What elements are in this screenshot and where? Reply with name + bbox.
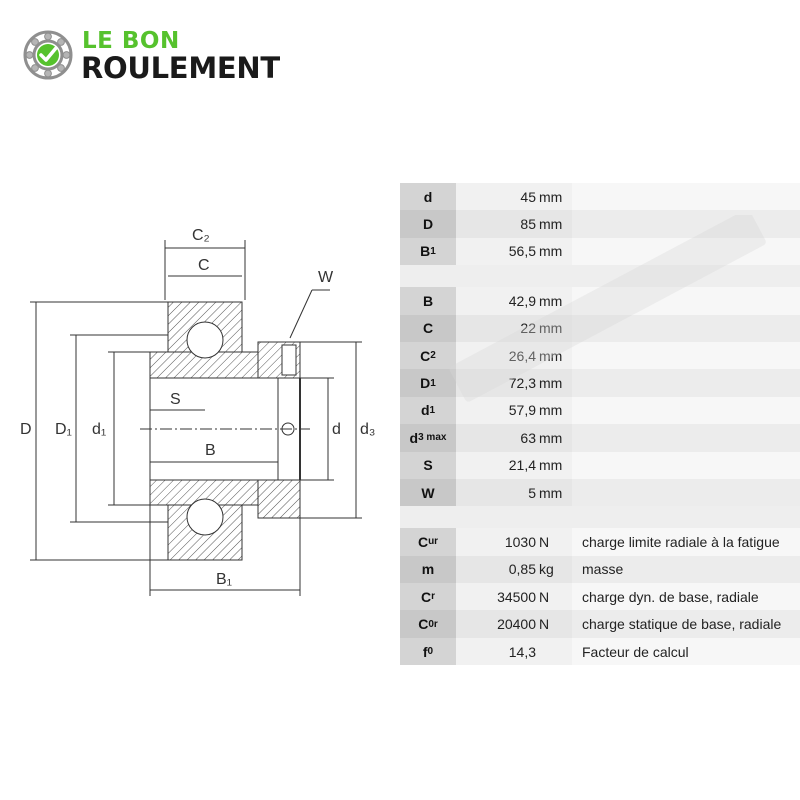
spec-description: charge dyn. de base, radiale — [572, 583, 800, 610]
dim-label-D: D — [20, 421, 32, 438]
spec-unit: mm — [539, 429, 563, 446]
spec-row — [400, 424, 800, 451]
spec-row — [400, 238, 800, 265]
spec-value: 45 — [520, 188, 536, 205]
spec-table — [400, 183, 800, 665]
spec-row — [400, 315, 800, 342]
dim-label-D1: D₁ — [55, 421, 72, 438]
spec-description: Facteur de calcul — [572, 638, 800, 665]
spec-label: C 0r — [400, 610, 456, 637]
spec-value: 34500 — [497, 588, 536, 605]
spec-value: 26,4 — [508, 347, 536, 364]
bearing-check-icon — [22, 28, 76, 82]
dim-label-d1: d₁ — [92, 421, 107, 438]
spec-description — [572, 424, 800, 451]
spec-unit: N — [539, 616, 550, 633]
spec-description: charge limite radiale à la fatigue — [572, 528, 800, 555]
spec-description — [572, 287, 800, 314]
spec-label: C r — [400, 583, 456, 610]
spec-unit: mm — [539, 243, 563, 260]
spec-unit: kg — [539, 561, 554, 578]
spec-unit: mm — [539, 347, 563, 364]
spec-row — [400, 342, 800, 369]
spec-row — [400, 583, 800, 610]
spec-description — [572, 369, 800, 396]
spec-description — [572, 479, 800, 506]
spec-unit: mm — [539, 292, 563, 309]
bearing-cross-section-drawing — [0, 200, 400, 620]
spec-row — [400, 210, 800, 237]
brand-name-line1: LE BON — [82, 28, 180, 54]
spec-unit: mm — [539, 375, 563, 392]
spec-row — [400, 556, 800, 583]
spec-unit: mm — [539, 320, 563, 337]
spec-row — [400, 610, 800, 637]
dim-label-b: B — [205, 442, 216, 459]
spec-description — [572, 183, 800, 210]
spec-row — [400, 479, 800, 506]
spec-row — [400, 397, 800, 424]
spec-label: C ur — [400, 528, 456, 555]
spec-label: B 1 — [400, 238, 456, 265]
spec-row — [400, 183, 800, 210]
spec-label: D 1 — [400, 369, 456, 396]
spec-group-separator — [400, 265, 800, 287]
spec-unit: N — [539, 533, 550, 550]
spec-row — [400, 369, 800, 396]
spec-description — [572, 452, 800, 479]
brand-logo — [22, 26, 302, 86]
spec-value: 1030 — [504, 533, 536, 550]
spec-row — [400, 638, 800, 665]
spec-description — [572, 397, 800, 424]
spec-group-separator — [400, 506, 800, 528]
spec-unit: mm — [539, 457, 563, 474]
spec-description — [572, 342, 800, 369]
dim-label-c2: C₂ — [192, 227, 210, 244]
spec-unit: mm — [539, 484, 563, 501]
spec-unit: N — [539, 588, 550, 605]
spec-description — [572, 210, 800, 237]
dim-label-s: S — [170, 391, 181, 408]
spec-label: W — [400, 479, 456, 506]
spec-label: d 3 max — [400, 424, 456, 451]
spec-row — [400, 287, 800, 314]
dim-label-w: W — [318, 269, 334, 286]
spec-description: charge statique de base, radiale — [572, 610, 800, 637]
spec-unit: mm — [539, 216, 563, 233]
spec-value: 85 — [520, 216, 536, 233]
spec-unit: mm — [539, 188, 563, 205]
spec-label: C — [400, 315, 456, 342]
spec-value: 57,9 — [508, 402, 536, 419]
dim-label-d3: d₃ — [360, 421, 376, 438]
spec-value: 42,9 — [508, 292, 536, 309]
spec-value: 21,4 — [508, 457, 536, 474]
spec-label: d 1 — [400, 397, 456, 424]
spec-unit: mm — [539, 402, 563, 419]
spec-value: 72,3 — [508, 375, 536, 392]
spec-description — [572, 238, 800, 265]
spec-value: 14,3 — [508, 643, 536, 660]
spec-description — [572, 315, 800, 342]
spec-value: 63 — [520, 429, 536, 446]
spec-label: f 0 — [400, 638, 456, 665]
spec-value: 0,85 — [508, 561, 536, 578]
spec-label: S — [400, 452, 456, 479]
spec-value: 56,5 — [508, 243, 536, 260]
spec-value: 5 — [528, 484, 536, 501]
spec-description: masse — [572, 556, 800, 583]
dim-label-b1: B₁ — [216, 571, 233, 588]
dim-label-d: d — [332, 421, 341, 438]
spec-label: C 2 — [400, 342, 456, 369]
dim-label-c: C — [198, 257, 210, 274]
brand-name-line2: ROULEMENT — [81, 51, 280, 85]
spec-row — [400, 528, 800, 555]
spec-value: 22 — [520, 320, 536, 337]
spec-label: B — [400, 287, 456, 314]
spec-row — [400, 452, 800, 479]
spec-value: 20400 — [497, 616, 536, 633]
spec-label: m — [400, 556, 456, 583]
spec-label: d — [400, 183, 456, 210]
spec-label: D — [400, 210, 456, 237]
